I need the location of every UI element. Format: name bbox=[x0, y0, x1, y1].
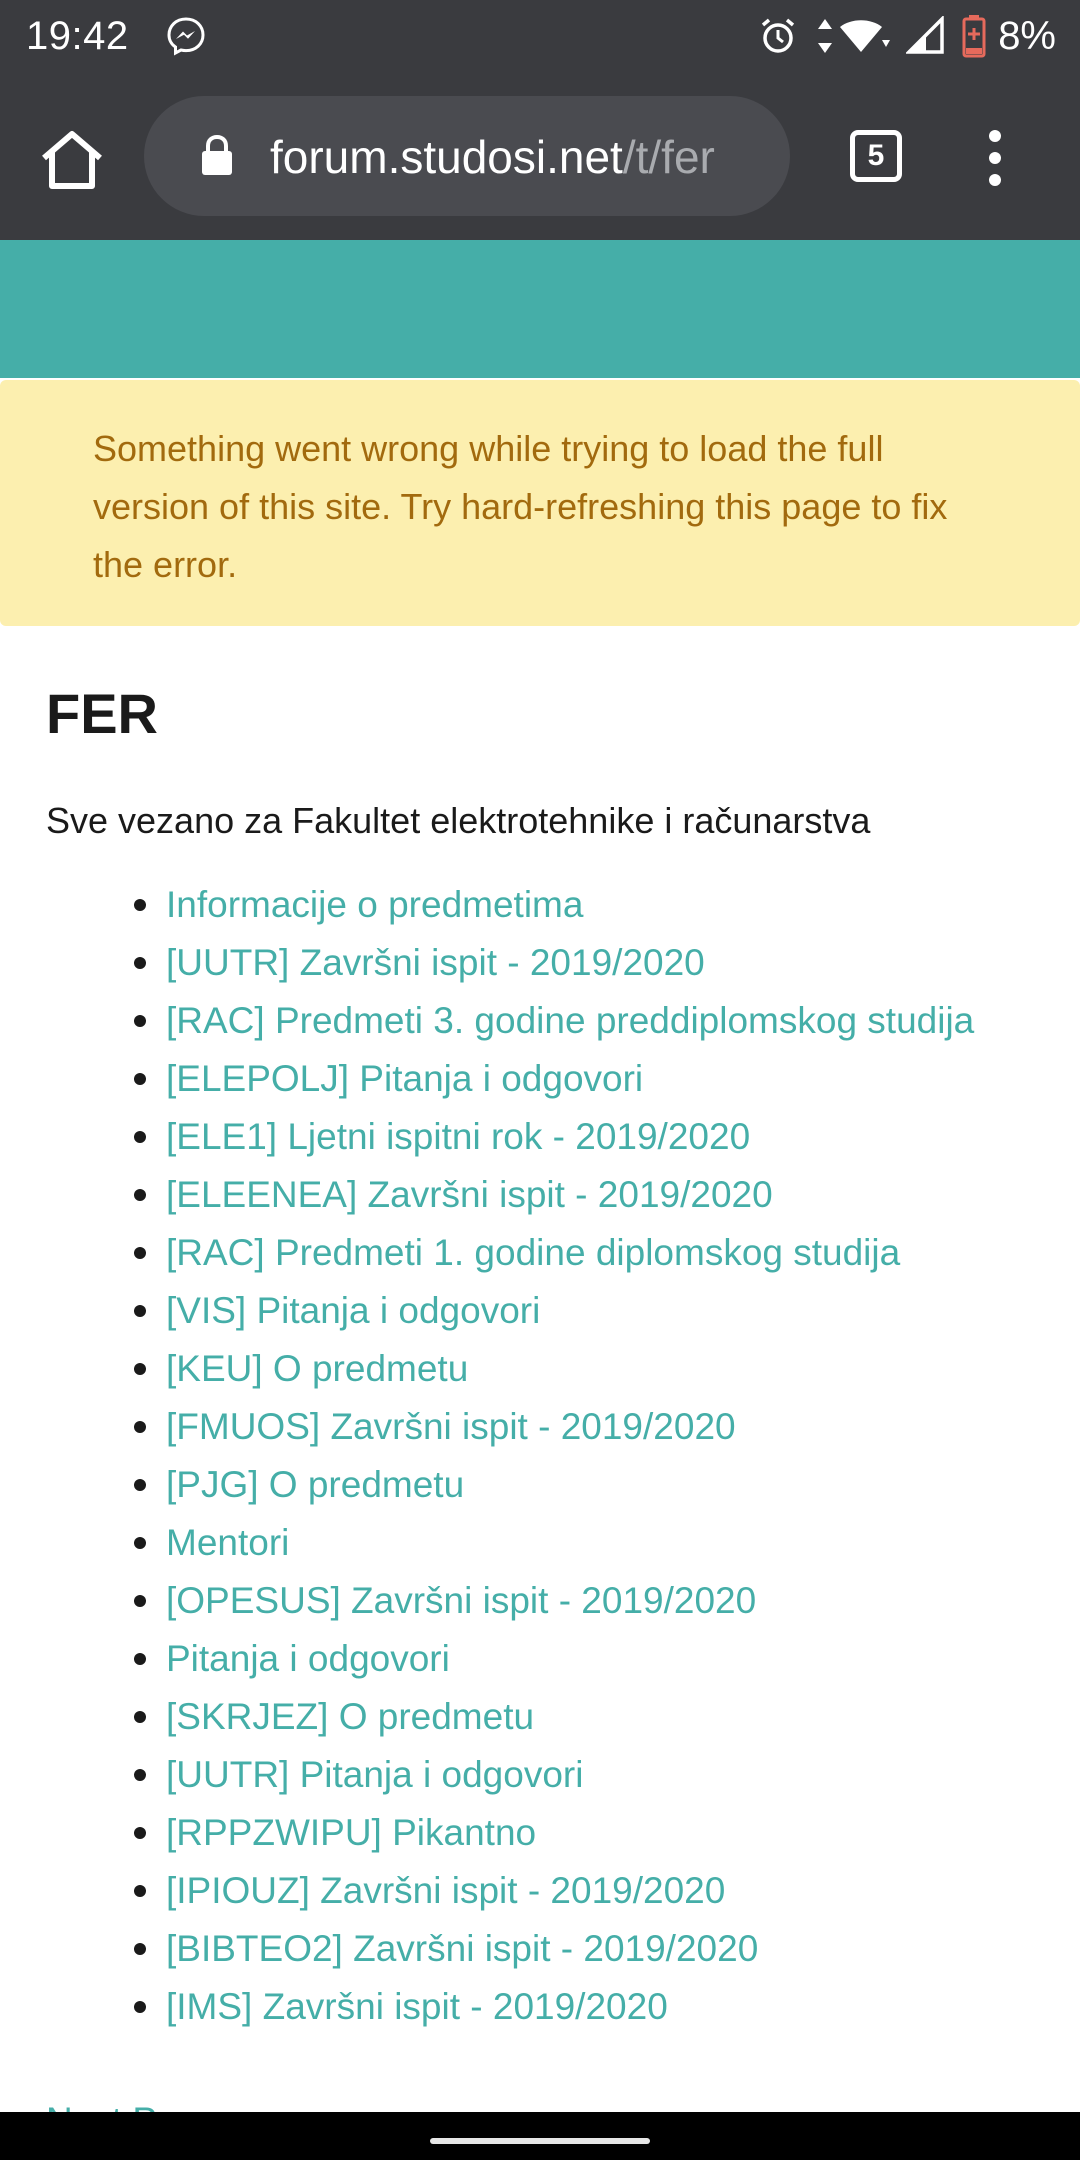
tab-count: 5 bbox=[867, 139, 885, 172]
list-item bbox=[166, 1926, 1046, 1984]
home-gesture-indicator[interactable] bbox=[430, 2138, 650, 2144]
topic-list bbox=[46, 882, 1046, 2042]
list-item bbox=[166, 1520, 1046, 1578]
list-item bbox=[166, 1810, 1046, 1868]
topic-link[interactable]: Pitanja i odgovori bbox=[166, 1638, 450, 1679]
topic-link[interactable]: [RAC] Predmeti 3. godine preddiplomskog studija bbox=[166, 1000, 975, 1041]
messenger-icon bbox=[166, 16, 206, 56]
list-item bbox=[166, 1578, 1046, 1636]
url-path: /t/fer bbox=[622, 131, 715, 183]
list-item bbox=[166, 1404, 1046, 1462]
list-item bbox=[166, 1868, 1046, 1926]
topic-link[interactable]: [IPIOUZ] Završni ispit - 2019/2020 bbox=[166, 1870, 726, 1911]
list-item bbox=[166, 1752, 1046, 1810]
topic-link[interactable]: [ELEPOLJ] Pitanja i odgovori bbox=[166, 1058, 644, 1099]
navigation-bar bbox=[0, 2112, 1080, 2160]
list-item bbox=[166, 1056, 1046, 1114]
url-text bbox=[270, 130, 780, 184]
list-item bbox=[166, 940, 1046, 998]
data-arrows-icon bbox=[814, 16, 836, 56]
list-item bbox=[166, 1694, 1046, 1752]
lock-icon bbox=[200, 134, 234, 176]
url-host: forum.studosi.net bbox=[270, 131, 623, 183]
site-header bbox=[0, 240, 1080, 378]
topic-link[interactable]: [UUTR] Pitanja i odgovori bbox=[166, 1754, 584, 1795]
alert-message: Something went wrong while trying to load the full version of this site. Try hard-refreshing this page to fix the error. bbox=[93, 428, 948, 585]
topic-link[interactable]: [FMUOS] Završni ispit - 2019/2020 bbox=[166, 1406, 736, 1447]
list-item bbox=[166, 1984, 1046, 2042]
topic-link[interactable]: [KEU] O predmetu bbox=[166, 1348, 469, 1389]
alarm-icon bbox=[758, 16, 798, 56]
list-item bbox=[166, 1114, 1046, 1172]
topic-link[interactable]: [RAC] Predmeti 1. godine diplomskog studija bbox=[166, 1232, 901, 1273]
status-time: 19:42 bbox=[26, 14, 129, 58]
list-item bbox=[166, 1636, 1046, 1694]
topic-link[interactable]: [SKRJEZ] O predmetu bbox=[166, 1696, 535, 1737]
main-content bbox=[46, 680, 1046, 2042]
topic-link[interactable]: [PJG] O predmetu bbox=[166, 1464, 465, 1505]
more-menu-icon[interactable] bbox=[980, 130, 1010, 190]
topic-link[interactable]: Mentori bbox=[166, 1522, 290, 1563]
signal-icon bbox=[906, 16, 946, 56]
topic-link[interactable]: [OPESUS] Završni ispit - 2019/2020 bbox=[166, 1580, 757, 1621]
topic-link[interactable]: Informacije o predmetima bbox=[166, 884, 584, 925]
list-item bbox=[166, 882, 1046, 940]
tabs-button[interactable] bbox=[850, 130, 902, 182]
page-title: FER bbox=[46, 682, 158, 745]
home-icon[interactable] bbox=[38, 128, 106, 192]
error-alert bbox=[0, 380, 1080, 626]
topic-link[interactable]: [RPPZWIPU] Pikantno bbox=[166, 1812, 537, 1853]
list-item bbox=[166, 1288, 1046, 1346]
status-bar bbox=[0, 0, 1080, 72]
battery-low-icon bbox=[962, 14, 986, 58]
topic-link[interactable]: [ELE1] Ljetni ispitni rok - 2019/2020 bbox=[166, 1116, 751, 1157]
topic-link[interactable]: [BIBTEO2] Završni ispit - 2019/2020 bbox=[166, 1928, 759, 1969]
topic-link[interactable]: [ELEENEA] Završni ispit - 2019/2020 bbox=[166, 1174, 773, 1215]
browser-toolbar bbox=[0, 72, 1080, 240]
list-item bbox=[166, 998, 1046, 1056]
list-item bbox=[166, 1172, 1046, 1230]
list-item bbox=[166, 1346, 1046, 1404]
wifi-icon bbox=[838, 16, 892, 56]
list-item bbox=[166, 1462, 1046, 1520]
battery-percent: 8% bbox=[998, 14, 1056, 58]
category-description: Sve vezano za Fakultet elektrotehnike i računarstva bbox=[46, 800, 871, 841]
topic-link[interactable]: [VIS] Pitanja i odgovori bbox=[166, 1290, 541, 1331]
topic-link[interactable]: [IMS] Završni ispit - 2019/2020 bbox=[166, 1986, 668, 2027]
list-item bbox=[166, 1230, 1046, 1288]
topic-link[interactable]: [UUTR] Završni ispit - 2019/2020 bbox=[166, 942, 705, 983]
address-bar[interactable] bbox=[144, 96, 790, 216]
